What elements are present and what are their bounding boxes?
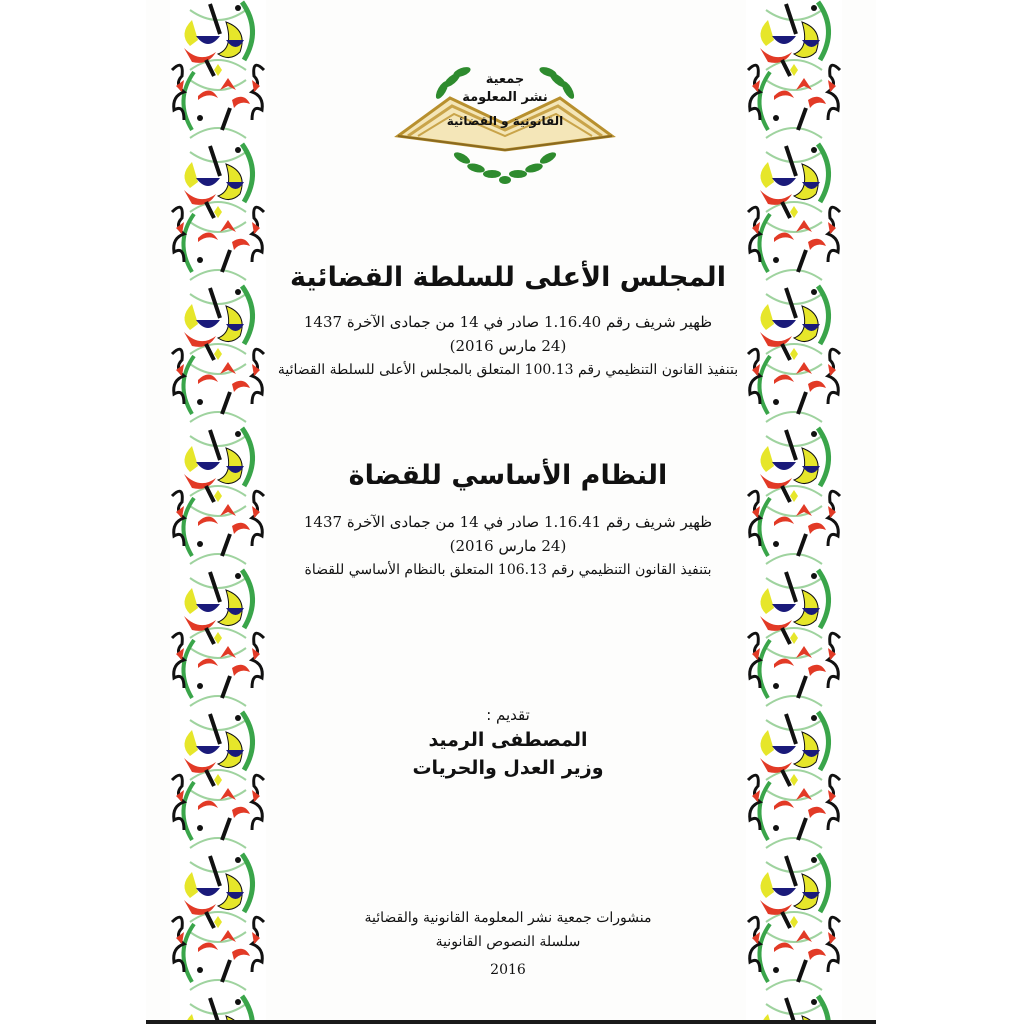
arabesque-pattern-icon bbox=[746, 0, 842, 1021]
section1-date-line: (24 مارس 2016) bbox=[449, 337, 567, 355]
section-judges-statute bbox=[270, 458, 746, 582]
section2-implementation-line: بتنفيذ القانون التنظيمي رقم 106.13 المتعلق بالنظام الأساسي للقضاة bbox=[304, 562, 712, 578]
section1-implementation-line: بتنفيذ القانون التنظيمي رقم 100.13 المتعلق بالمجلس الأعلى للسلطة القضائية bbox=[277, 362, 739, 378]
section2-date-line: (24 مارس 2016) bbox=[449, 537, 567, 555]
series-name: سلسلة النصوص القانونية bbox=[435, 934, 581, 950]
publisher-name: منشورات جمعية نشر المعلومة القانونية والقضائية bbox=[364, 910, 652, 926]
logo-line-1: جمعية bbox=[485, 72, 525, 87]
section-supreme-council bbox=[270, 260, 746, 382]
presenter-label: تقديم : bbox=[486, 706, 530, 724]
ornamental-border-left bbox=[170, 0, 266, 1021]
ornamental-border-right bbox=[746, 0, 842, 1021]
section2-title: النظام الأساسي للقضاة bbox=[348, 460, 668, 491]
section1-title: المجلس الأعلى للسلطة القضائية bbox=[290, 262, 726, 293]
presenter-block bbox=[270, 704, 746, 782]
publication-year: 2016 bbox=[490, 962, 526, 978]
arabesque-pattern-icon bbox=[170, 0, 266, 1021]
section2-decree-line: ظهير شريف رقم 1.16.41 صادر في 14 من جمادى الآخرة 1437 bbox=[303, 513, 713, 531]
logo-line-2: نشر المعلومة bbox=[462, 90, 548, 105]
section1-decree-line: ظهير شريف رقم 1.16.40 صادر في 14 من جمادى الآخرة 1437 bbox=[303, 313, 713, 331]
page-bottom-edge bbox=[146, 1020, 876, 1024]
publisher-logo bbox=[392, 58, 618, 188]
presenter-name: المصطفى الرميد bbox=[428, 729, 588, 751]
presenter-role: وزير العدل والحريات bbox=[412, 757, 604, 779]
publisher-footer bbox=[270, 906, 746, 982]
logo-line-3: القانونية و القضائية bbox=[446, 114, 564, 128]
